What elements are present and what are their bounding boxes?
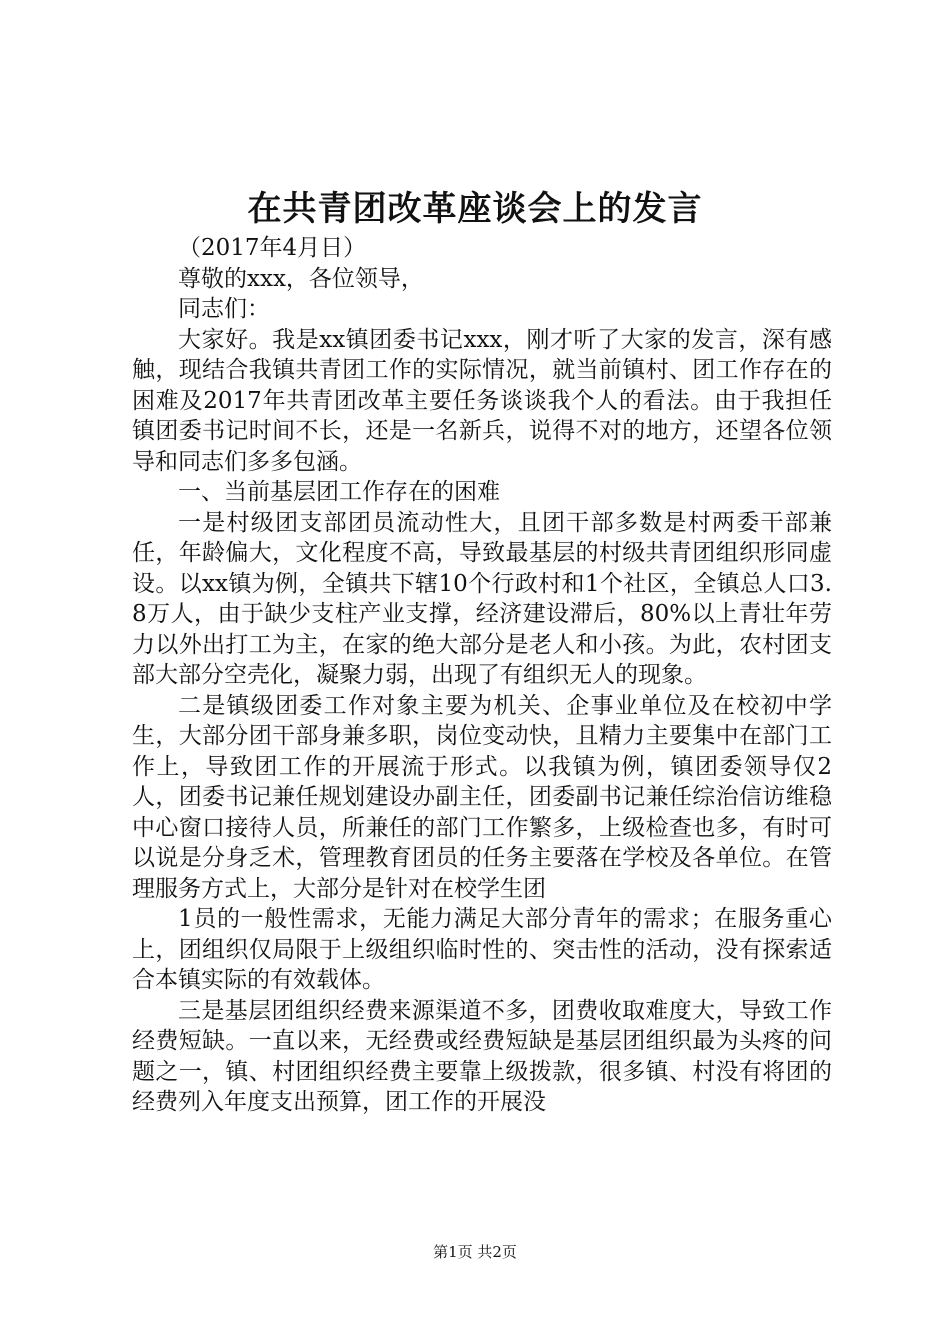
salutation-line-2: 同志们： [178,296,270,322]
document-body [132,233,832,1118]
date-line: （2017年4月日） [178,235,367,261]
paragraph-intro: 大家好。我是xx镇团委书记xxx，刚才听了大家的发言，深有感触，现结合我镇共青团工作的实际情况，就当前镇村、团工作存在的困难及2017年共青团改革主要任务谈谈我个人的看法。由于我担任镇团委书记时间不长，还是一名新兵，说得不对的地方，还望各位领导和同志们多多包涵。 [132,326,832,475]
paragraph-point-2-continued: 1员的一般性需求，无能力满足大部分青年的需求；在服务重心上，团组织仅局限于上级组织临时性的、突击性的活动，没有探索适合本镇实际的有效载体。 [132,906,832,993]
document-title: 在共青团改革座谈会上的发言 [247,189,703,229]
section-heading: 一、当前基层团工作存在的困难 [178,479,500,505]
page-footer: 第1页 共2页 [433,1243,517,1261]
paragraph-point-1: 一是村级团支部团员流动性大，且团干部多数是村两委干部兼任，年龄偏大，文化程度不高，导致最基层的村级共青团组织形同虚设。以xx镇为例，全镇共下辖10个行政村和1个社区，全镇总人口3.8万人，由于缺少支柱产业支撑，经济建设滞后，80%以上青壮年劳力以外出打工为主，在家的绝大部分是老人和小孩。为此，农村团支部大部分空壳化，凝聚力弱，出现了有组织无人的现象。 [132,509,832,688]
paragraph-point-3: 三是基层团组织经费来源渠道不多，团费收取难度大，导致工作经费短缺。一直以来，无经费或经费短缺是基层团组织最为头疼的问题之一，镇、村团组织经费主要靠上级拨款，很多镇、村没有将团的经费列入年度支出预算，团工作的开展没 [132,997,832,1115]
paragraph-point-2: 二是镇级团委工作对象主要为机关、企事业单位及在校初中学生，大部分团干部身兼多职，岗位变动快，且精力主要集中在部门工作上，导致团工作的开展流于形式。以我镇为例，镇团委领导仅2人，团委书记兼任规划建设办副主任，团委副书记兼任综治信访维稳中心窗口接待人员，所兼任的部门工作繁多，上级检查也多，有时可以说是分身乏术，管理教育团员的任务主要落在学校及各单位。在管理服务方式上，大部分是针对在校学生团 [132,692,832,902]
salutation-line: 尊敬的xxx，各位领导， [178,265,424,292]
